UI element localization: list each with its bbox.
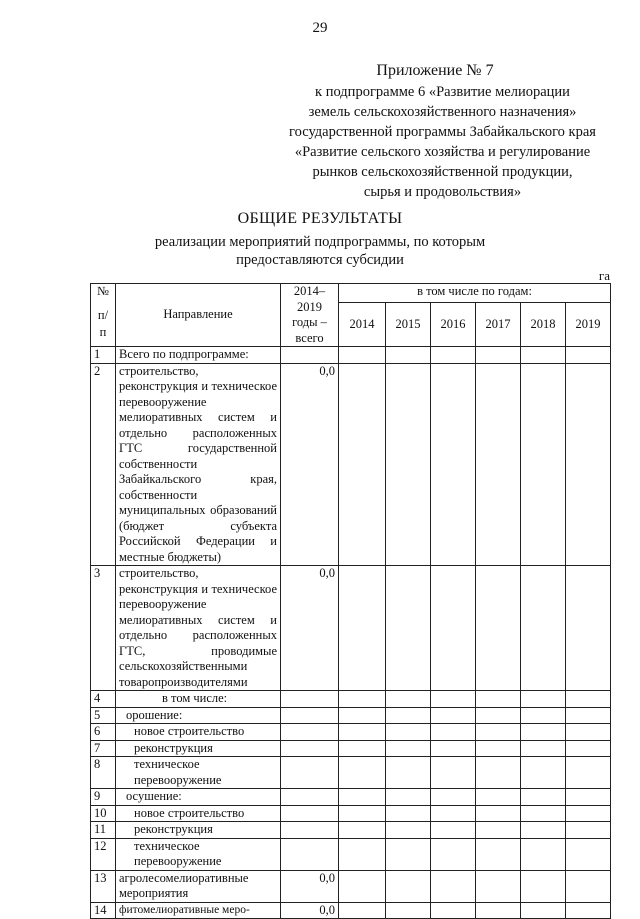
year-cell	[521, 805, 566, 822]
header-number-line: п/	[97, 307, 109, 322]
year-cell	[431, 838, 476, 870]
year-cell	[521, 566, 566, 691]
year-cell	[521, 347, 566, 364]
results-table	[90, 283, 611, 919]
row-number: 7	[91, 740, 116, 757]
row-number: 5	[91, 707, 116, 724]
row-direction: в том числе:	[116, 691, 281, 708]
row-number: 10	[91, 805, 116, 822]
header-years-group: в том числе по годам:	[339, 284, 611, 303]
year-cell	[476, 363, 521, 566]
year-cell	[386, 902, 431, 919]
year-cell	[566, 566, 611, 691]
row-number: 6	[91, 724, 116, 741]
year-cell	[431, 363, 476, 566]
table-row	[91, 740, 611, 757]
year-cell	[339, 724, 386, 741]
year-cell	[339, 789, 386, 806]
subheading-line: реализации мероприятий подпрограммы, по которым	[154, 234, 486, 250]
year-cell	[476, 740, 521, 757]
year-cell	[566, 724, 611, 741]
table-row	[91, 757, 611, 789]
row-number: 8	[91, 757, 116, 789]
header-total-line: 2019	[297, 299, 322, 314]
annex-line: «Развитие сельского хозяйства и регулирование	[294, 144, 591, 160]
annex-reference	[270, 82, 615, 202]
row-number: 11	[91, 822, 116, 839]
year-cell	[476, 805, 521, 822]
year-cell	[386, 805, 431, 822]
year-cell	[386, 724, 431, 741]
year-cell	[566, 740, 611, 757]
year-cell	[566, 805, 611, 822]
page-number: 29	[312, 20, 328, 36]
row-direction: новое строительство	[116, 724, 281, 741]
row-total	[281, 691, 339, 708]
year-cell	[566, 838, 611, 870]
year-cell	[431, 757, 476, 789]
year-cell	[386, 822, 431, 839]
row-number: 9	[91, 789, 116, 806]
row-total	[281, 822, 339, 839]
row-total: 0,0	[281, 902, 339, 919]
year-cell	[386, 789, 431, 806]
year-cell	[386, 347, 431, 364]
year-cell	[431, 822, 476, 839]
table-row	[91, 691, 611, 708]
header-number-line: №	[97, 284, 109, 298]
header-year: 2016	[431, 302, 476, 346]
table-row	[91, 363, 611, 566]
annex-line: государственной программы Забайкальского края	[289, 124, 596, 140]
year-cell	[476, 902, 521, 919]
table-row	[91, 822, 611, 839]
row-direction: агролесомелиоративные мероприятия	[116, 870, 281, 902]
header-total-line: годы –	[292, 315, 327, 329]
year-cell	[339, 822, 386, 839]
row-number: 12	[91, 838, 116, 870]
row-direction: техническое перевооружение	[116, 757, 281, 789]
year-cell	[476, 566, 521, 691]
year-cell	[566, 707, 611, 724]
table-row	[91, 789, 611, 806]
year-cell	[476, 822, 521, 839]
table-row	[91, 870, 611, 902]
year-cell	[386, 757, 431, 789]
header-year: 2018	[521, 302, 566, 346]
year-cell	[566, 363, 611, 566]
year-cell	[339, 838, 386, 870]
year-cell	[339, 870, 386, 902]
header-total	[281, 284, 339, 347]
year-cell	[476, 838, 521, 870]
header-year: 2017	[476, 302, 521, 346]
annex-line: рынков сельскохозяйственной продукции,	[312, 164, 573, 180]
year-cell	[339, 902, 386, 919]
annex-line: к подпрограмме 6 «Развитие мелиорации	[315, 84, 570, 100]
row-total: 0,0	[281, 363, 339, 566]
row-direction: реконструкция	[116, 822, 281, 839]
year-cell	[521, 707, 566, 724]
row-total	[281, 724, 339, 741]
year-cell	[386, 707, 431, 724]
year-cell	[431, 902, 476, 919]
header-total-line: 2014–	[293, 284, 326, 298]
year-cell	[521, 363, 566, 566]
year-cell	[521, 838, 566, 870]
year-cell	[521, 870, 566, 902]
year-cell	[339, 566, 386, 691]
year-cell	[566, 789, 611, 806]
year-cell	[566, 902, 611, 919]
row-direction: строительство, реконструкция и техническое перевооружение мелиоративных систем и отдельно расположенных ГТС государственной собственности Забайкальского края, собственности муниципальных образований (бюджет субъекта Российской Федерации и местные бюджеты)	[116, 363, 281, 566]
year-cell	[386, 838, 431, 870]
year-cell	[521, 789, 566, 806]
year-cell	[386, 740, 431, 757]
year-cell	[339, 757, 386, 789]
year-cell	[386, 566, 431, 691]
subheading-line: предоставляются субсидии	[236, 252, 404, 268]
year-cell	[431, 805, 476, 822]
table-row	[91, 838, 611, 870]
row-total	[281, 347, 339, 364]
year-cell	[476, 789, 521, 806]
row-direction: строительство, реконструкция и техническое перевооружение мелиоративных систем и отдельно расположенных ГТС, проводимые сельскохозяйственными товаропроизводителями	[116, 566, 281, 691]
year-cell	[339, 347, 386, 364]
table-row	[91, 724, 611, 741]
year-cell	[339, 707, 386, 724]
table-row	[91, 902, 611, 919]
row-number: 13	[91, 870, 116, 902]
annex-line: сырья и продовольствия»	[363, 184, 522, 200]
row-total	[281, 805, 339, 822]
table-row	[91, 566, 611, 691]
document-subheading	[0, 233, 640, 269]
row-direction: реконструкция	[116, 740, 281, 757]
row-total	[281, 707, 339, 724]
table-row	[91, 707, 611, 724]
header-year: 2014	[339, 302, 386, 346]
year-cell	[476, 707, 521, 724]
row-direction: фитомелиоративные меро-	[116, 902, 281, 919]
year-cell	[566, 347, 611, 364]
year-cell	[431, 724, 476, 741]
year-cell	[566, 822, 611, 839]
year-cell	[431, 707, 476, 724]
document-heading: ОБЩИЕ РЕЗУЛЬТАТЫ	[237, 210, 403, 227]
annex-line: земель сельскохозяйственного назначения»	[308, 104, 577, 120]
row-total	[281, 838, 339, 870]
year-cell	[431, 870, 476, 902]
year-cell	[521, 822, 566, 839]
year-cell	[476, 347, 521, 364]
row-number: 1	[91, 347, 116, 364]
row-number: 4	[91, 691, 116, 708]
row-direction: техническое перевооружение	[116, 838, 281, 870]
row-direction: осушение:	[116, 789, 281, 806]
year-cell	[339, 740, 386, 757]
year-cell	[521, 757, 566, 789]
row-total	[281, 740, 339, 757]
row-number: 2	[91, 363, 116, 566]
year-cell	[521, 691, 566, 708]
year-cell	[386, 870, 431, 902]
table-row	[91, 347, 611, 364]
table-row	[91, 805, 611, 822]
row-total: 0,0	[281, 566, 339, 691]
year-cell	[431, 566, 476, 691]
row-total: 0,0	[281, 870, 339, 902]
row-direction: новое строительство	[116, 805, 281, 822]
header-direction: Направление	[116, 284, 281, 347]
year-cell	[566, 691, 611, 708]
header-year: 2019	[566, 302, 611, 346]
header-total-line: всего	[295, 330, 324, 345]
year-cell	[386, 691, 431, 708]
year-cell	[476, 691, 521, 708]
year-cell	[521, 724, 566, 741]
year-cell	[431, 789, 476, 806]
year-cell	[431, 347, 476, 364]
year-cell	[566, 870, 611, 902]
year-cell	[339, 691, 386, 708]
unit-label: га	[598, 268, 610, 283]
row-number: 14	[91, 902, 116, 919]
row-total	[281, 789, 339, 806]
year-cell	[521, 902, 566, 919]
year-cell	[431, 740, 476, 757]
year-cell	[431, 691, 476, 708]
year-cell	[476, 724, 521, 741]
row-direction: Всего по подпрограмме:	[116, 347, 281, 364]
header-number-line: п	[99, 325, 107, 339]
year-cell	[386, 363, 431, 566]
year-cell	[566, 757, 611, 789]
year-cell	[476, 870, 521, 902]
row-direction: орошение:	[116, 707, 281, 724]
header-number	[91, 284, 116, 347]
header-year: 2015	[386, 302, 431, 346]
year-cell	[339, 363, 386, 566]
row-total	[281, 757, 339, 789]
annex-title: Приложение № 7	[376, 62, 494, 79]
row-number: 3	[91, 566, 116, 691]
year-cell	[339, 805, 386, 822]
year-cell	[521, 740, 566, 757]
year-cell	[476, 757, 521, 789]
